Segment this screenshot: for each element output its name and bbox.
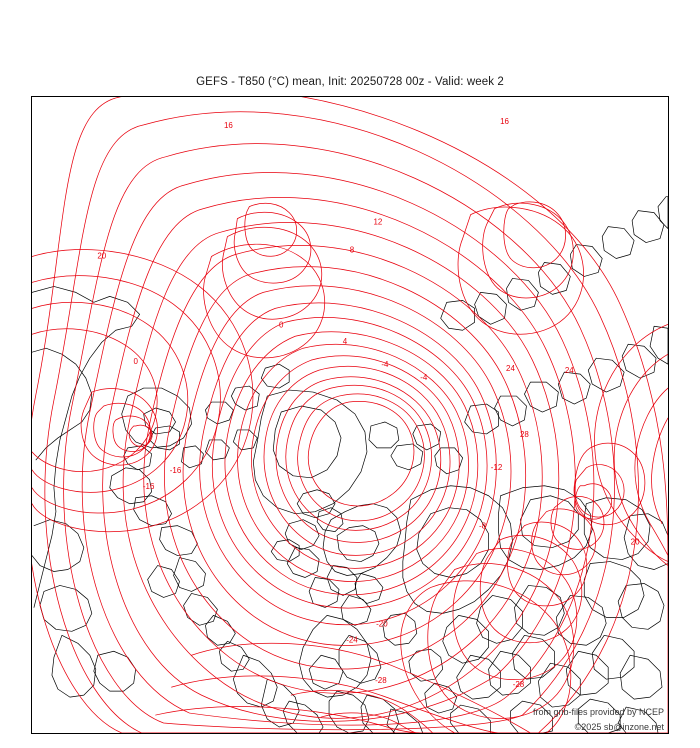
- contour-label: -4: [381, 360, 389, 370]
- contour-label: -12: [490, 462, 503, 472]
- contour-label: 20: [97, 251, 107, 261]
- contour-map-svg: [32, 97, 668, 733]
- contour-label: 4: [342, 337, 348, 347]
- contour-labels-layer: [97, 117, 640, 689]
- contour-label: 0: [133, 357, 138, 367]
- contour-label: 8: [349, 245, 355, 255]
- contour-label: -20: [376, 619, 388, 629]
- contour-label: -4: [420, 373, 428, 383]
- contour-label: 12: [373, 217, 383, 227]
- contour-label: 24: [506, 364, 515, 374]
- copyright-credit: ©2025 sb@inzone.net: [574, 722, 664, 732]
- contour-label: -16: [169, 465, 182, 475]
- contour-label: -28: [375, 676, 387, 686]
- contour-label: 24: [564, 366, 574, 376]
- contour-label: 0: [278, 320, 284, 330]
- contour-label: -24: [346, 635, 358, 645]
- contour-label: -8: [479, 521, 487, 531]
- contour-label: 16: [223, 120, 233, 130]
- contour-label: 16: [500, 116, 509, 126]
- contour-label: 28: [520, 429, 529, 439]
- contour-label: -16: [142, 481, 155, 491]
- map-plot-area: [31, 96, 669, 734]
- contour-label: 20: [630, 537, 640, 547]
- contour-label: -28: [512, 680, 525, 690]
- chart-title: GEFS - T850 (°C) mean, Init: 20250728 00z - Valid: week 2: [196, 76, 504, 88]
- source-credit: from grib-files provided by NCEP: [532, 707, 664, 717]
